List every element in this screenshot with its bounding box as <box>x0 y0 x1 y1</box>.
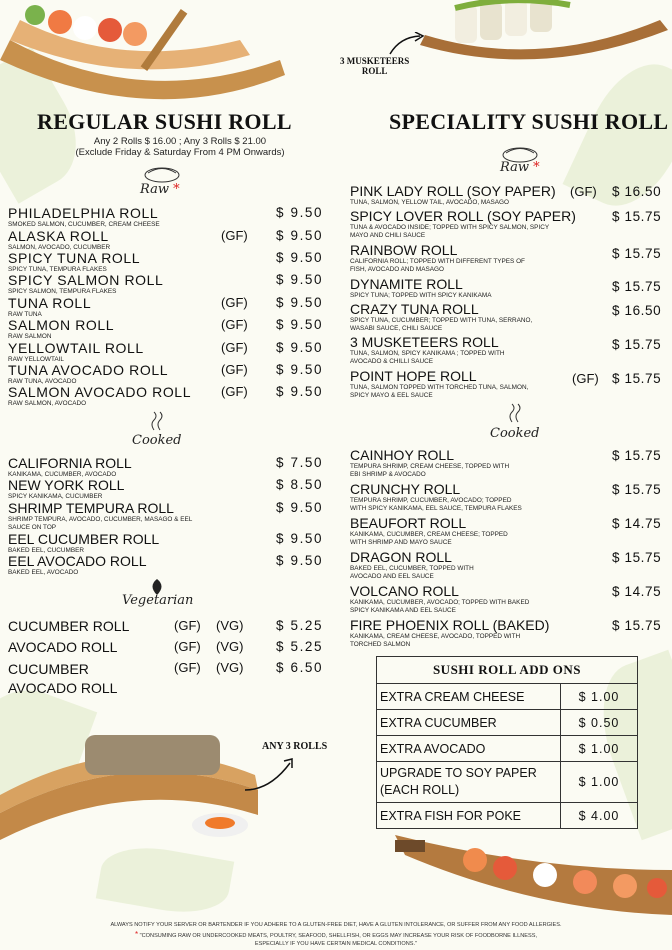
table-row: EXTRA CUCUMBER $ 0.50 <box>377 710 638 736</box>
footer-allergy-note: ALWAYS NOTIFY YOUR SERVER OR BARTENDER IF YOU ADHERE TO A GLUTEN-FREE DIET, HAVE A GLUTEN INTOLERANCE, OR SUFFER FROM ANY FOOD ALLERGIES. <box>110 922 562 928</box>
speciality-section-title: SPECIALITY SUSHI ROLL <box>389 109 669 134</box>
section-vegetarian: Vegetarian <box>122 593 194 608</box>
arrow-icon <box>240 755 300 795</box>
section-raw-left: Raw * <box>140 182 180 197</box>
sushi-boat-bottom-image <box>395 830 672 915</box>
sushi-bridge-image <box>0 705 270 845</box>
steam-icon <box>148 410 168 432</box>
table-row: UPGRADE TO SOY PAPER (EACH ROLL) $ 1.00 <box>377 762 638 803</box>
arrow-icon <box>385 32 425 58</box>
leaf-decoration <box>96 839 234 921</box>
footer-raw-warning: * "CONSUMING RAW OR UNDERCOOKED MEATS, POULTRY, SEAFOOD, SHELLFISH, OR EGGS MAY INCREASE YOUR RISK OF FOODBORNE ILLNESS, ESPECIALLY IF YOU HAVE CERTAIN MEDICAL CONDITIONS." <box>134 930 538 947</box>
table-row: EXTRA FISH FOR POKE $ 4.00 <box>377 803 638 829</box>
callout-musketeers: 3 MUSKETEERS ROLL <box>340 56 410 76</box>
regular-section-title: REGULAR SUSHI ROLL <box>37 109 292 134</box>
section-raw-right: Raw * <box>500 160 540 175</box>
menu-page: 3 MUSKETEERS ROLL ANY 3 ROLLS REGULAR SUSHI ROLL Any 2 Rolls $ 16.00 ; Any 3 Rolls $ 21.00 (Exclude Friday & Saturday From 4 PM Onwards) SPECIALITY SUSHI ROLL Raw * Cooked Vegetarian Raw * Cooked PHILADELPHIA ROLL SMOKED SALMON, CUCUMBER, CREAM CHEESE $ 9.50 ALASKA ROLL SALMON, AVOCADO, CUCUMBER (GF) $ 9.50 SPICY TUNA ROLL SPICY TUNA, TEMPURA FLAKES $ 9.50 SPICY SALMON ROLL SPICY SALMON, TEMPURA FLAKES $ 9.50 TUNA ROLL RAW TUNA (GF) $ 9.50 SALMON ROLL RAW SALMON (GF) $ 9.50 YELLOWTAIL ROLL RAW YELLOWTAIL (GF) $ 9.50 TUNA AVOCADO ROLL RAW TUNA, AVOCADO (GF) $ 9.50 SALMON AVOCADO ROLL RAW SALMON, AVOCADO (GF) $ 9.50 CALIFORNIA ROLL KANIKAMA, CUCUMBER, AVOCADO $ 7.50 NEW YORK ROLL SPICY KANIKAMA, CUCUMBER $ 8.50 SHRIMP TEMPURA ROLL SHRIMP TEMPURA, AVOCADO, CUCUMBER, MASAGO & EEL SAUCE ON TOP $ 9.50 EEL CUCUMBER ROLL BAKED EEL, CUCUMBER $ 9.50 EEL AVOCADO ROLL BAKED EEL, AVOCADO $ 9.50 CUCUMBER ROLL (GF) (VG) $ 5.25 AVOCADO ROLL (GF) (VG) $ 5.25 CUCUMBER AVOCADO ROLL (GF) (VG) $ 6.50 PINK LADY ROLL (SOY PAPER) TUNA, SALMON, YELLOW TAIL, AVOCADO, MASAGO (GF) $ 16.50 SPICY LOVER ROLL (SOY PAPER) TUNA & AVOCADO INSIDE; TOPPED WITH SPICY SALMON, SPICY MAYO AND CHILI SAUCE $ 15.75 RAINBOW ROLL CALIFORNIA ROLL; TOPPED WITH DIFFERENT TYPES OF FISH, AVOCADO AND MASAGO $ 15.75 DYNAMITE ROLL SPICY TUNA; TOPPED WITH SPICY KANIKAMA $ 15.75 CRAZY TUNA ROLL SPICY TUNA, CUCUMBER; TOPPED WITH TUNA, SERRANO, WASABI SAUCE, CHILI SAUCE $ 16.50 3 MUSKETEERS ROLL TUNA, SALMON, SPICY KANIKAMA ; TOPPED WITH AVOCADO & CHILLI SAUCE $ 15.75 POINT HOPE ROLL TUNA, SALMON TOPPED WITH TORCHED TUNA, SALMON, SPICY MAYO & EEL SAUCE (GF) $ 15.75 CAINHOY ROLL TEMPURA SHRIMP, CREAM CHEESE, TOPPED WITH EBI SHRIMP & AVOCADO $ 15.75 CRUNCHY ROLL TEMPURA SHRIMP, CUCUMBER, AVOCADO; TOPPED WITH SPICY KANIKAMA, EEL SAUCE, TEMPURA FLAKES $ 15.75 BEAUFORT ROLL KANIKAMA, CUCUMBER, CREAM CHEESE; TOPPED WITH SHRIMP AND MAYO SAUCE $ 14.75 DRAGON ROLL BAKED EEL, CUCUMBER, TOPPED WITH AVOCADO AND EEL SAUCE $ 15.75 VOLCANO ROLL KANIKAMA, CUCUMBER, AVOCADO; TOPPED WITH BAKED SPICY KANIKAMA AND EEL SAUCE $ 14.75 FIRE PHOENIX ROLL (BAKED) KANIKAMA, CREAM CHEESE, AVOCADO, TOPPED WITH TORCHED SALMON $ 15.75 SUSHI ROLL ADD ONS EXTRA CREAM CHEESE $ 1.00 EXTRA CUCUMBER $ 0.50 EXTRA AVOCADO $ 1.00 UPGRADE TO SOY PAPER (EACH ROLL) $ 1.00 EXTRA FISH FOR POKE $ 4.00 ALWAYS NOTIFY YOUR SERVER OR BARTENDER IF YOU ADHERE TO A GLUTEN-FREE DIET, HAVE A GLUTEN INTOLERANCE, OR SUFFER FROM ANY FOOD ALLERGIES. * "CONSUMING RAW OR UNDERCOOKED MEATS, POULTRY, SEAFOOD, SHELLFISH, OR EGGS MAY INCREASE YOUR RISK OF FOODBORNE ILLNESS, ESPECIALLY IF YOU HAVE CERTAIN MEDICAL CONDITIONS." <box>0 0 672 950</box>
section-cooked-left: Cooked <box>132 433 182 448</box>
addons-table <box>376 656 638 829</box>
callout-any-3-rolls: ANY 3 ROLLS <box>262 741 328 752</box>
regular-pricing-note: Any 2 Rolls $ 16.00 ; Any 3 Rolls $ 21.00 (Exclude Friday & Saturday From 4 PM Onwards) <box>75 136 285 158</box>
musketeers-roll-plate-image <box>420 0 672 65</box>
table-row: EXTRA CREAM CHEESE $ 1.00 <box>377 684 638 710</box>
section-cooked-right: Cooked <box>490 426 540 441</box>
table-row: EXTRA AVOCADO $ 1.00 <box>377 736 638 762</box>
sushi-boat-image <box>0 0 290 105</box>
addons-title: SUSHI ROLL ADD ONS <box>377 657 638 684</box>
sushi-icon <box>142 164 182 184</box>
steam-icon <box>506 402 526 424</box>
